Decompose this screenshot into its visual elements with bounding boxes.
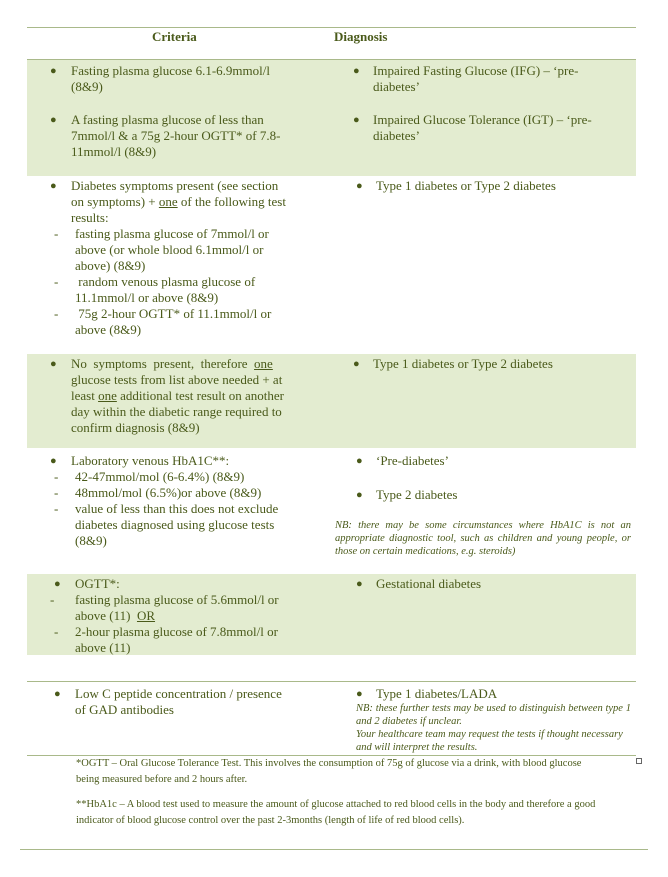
criteria-text: value of less than this does not exclude: [75, 501, 279, 516]
criteria-text: OGTT*:: [75, 576, 120, 591]
criteria-text: Fasting plasma glucose 6.1-6.9mmol/l: [71, 63, 270, 78]
dash-marker: -: [54, 306, 59, 321]
criteria-text: above (11) OR: [75, 608, 156, 623]
criteria-text: random venous plasma glucose of: [75, 274, 256, 289]
table-top-rule: [27, 27, 636, 28]
criteria-text: 42-47mmol/mol (6-6.4%) (8&9): [75, 469, 245, 484]
criteria-text: Diabetes symptoms present (see section: [71, 178, 279, 193]
page-bottom-rule: [20, 849, 648, 850]
criteria-text: day within the diabetic range required to: [71, 404, 282, 419]
bullet-icon: ●: [50, 65, 57, 77]
bullet-icon: ●: [54, 578, 61, 590]
criteria-text: (8&9): [71, 79, 103, 94]
criteria-text: of GAD antibodies: [75, 702, 174, 717]
criteria-text: results:: [71, 210, 109, 225]
diagnosis-text: Impaired Fasting Glucose (IFG) – ‘pre-: [373, 63, 579, 78]
criteria-text: 48mmol/mol (6.5%)or above (8&9): [75, 485, 262, 500]
diagnosis-header: Diagnosis: [334, 29, 388, 44]
footnote-hba1c: **HbA1c – A blood test used to measure the amount of glucose attached to red blood cells in the body and therefore a good indicator of blood glucose control over the past 2-3months (length of life of red blood cells).: [76, 799, 596, 826]
bullet-icon: ●: [50, 358, 57, 370]
criteria-text: Laboratory venous HbA1C**:: [71, 453, 230, 468]
bullet-icon: ●: [353, 114, 360, 126]
diagnosis-note: NB: there may be some circumstances where HbA1C is not an appropriate diagnostic tool, such as children and young people, or those on certain medications, e.g. steroids): [335, 520, 631, 557]
bullet-icon: ●: [356, 180, 363, 192]
criteria-text: above (or whole blood 6.1mmol/l or: [75, 242, 264, 257]
bullet-icon: ●: [356, 578, 363, 590]
diagnosis-text: diabetes’: [373, 79, 420, 94]
criteria-text: fasting plasma glucose of 7mmol/l or: [75, 226, 269, 241]
criteria-text: least one additional test result on another: [71, 388, 285, 403]
criteria-text: 75g 2-hour OGTT* of 11.1mmol/l or: [75, 306, 272, 321]
dash-marker: -: [50, 592, 55, 607]
dash-marker: -: [54, 624, 59, 639]
diagnosis-text: Type 1 diabetes or Type 2 diabetes: [376, 178, 556, 193]
criteria-text: confirm diagnosis (8&9): [71, 420, 200, 435]
dash-marker: -: [54, 485, 59, 500]
criteria-text: (8&9): [75, 533, 107, 548]
bullet-icon: ●: [50, 455, 57, 467]
cell-end-marker: [636, 758, 642, 764]
criteria-text: Low C peptide concentration / presence: [75, 686, 282, 701]
diagnosis-text: Impaired Glucose Tolerance (IGT) – ‘pre-: [373, 112, 592, 127]
diagnosis-text: Type 2 diabetes: [376, 487, 458, 502]
dash-marker: -: [54, 226, 59, 241]
criteria-text: on symptoms) + one of the following test: [71, 194, 286, 209]
criteria-text: glucose tests from list above needed + at: [71, 372, 283, 387]
bullet-icon: ●: [356, 489, 363, 501]
bullet-icon: ●: [353, 65, 360, 77]
diagnosis-note: NB: these further tests may be used to distinguish between type 1 and 2 diabetes if unclear.: [356, 703, 631, 727]
criteria-text: 2-hour plasma glucose of 7.8mmol/l or: [75, 624, 278, 639]
diagnosis-text: Type 1 diabetes or Type 2 diabetes: [373, 356, 553, 371]
footnote-ogtt: *OGTT – Oral Glucose Tolerance Test. This involves the consumption of 75g of glucose via a drink, with blood glucose being measured before and 2 hours after.: [76, 758, 582, 785]
bullet-icon: ●: [54, 688, 61, 700]
criteria-text: A fasting plasma glucose of less than: [71, 112, 264, 127]
bullet-icon: ●: [356, 455, 363, 467]
bullet-icon: ●: [50, 180, 57, 192]
dash-marker: -: [54, 469, 59, 484]
bullet-icon: ●: [356, 688, 363, 700]
diagnosis-text: Type 1 diabetes/LADA: [376, 686, 498, 701]
bullet-icon: ●: [353, 358, 360, 370]
dash-marker: -: [54, 274, 59, 289]
criteria-text: fasting plasma glucose of 5.6mmol/l or: [75, 592, 279, 607]
diagnosis-text: Gestational diabetes: [376, 576, 482, 591]
criteria-text: above (8&9): [75, 322, 142, 337]
dash-marker: -: [54, 501, 59, 516]
criteria-text: 7mmol/l & a 75g 2-hour OGTT* of 7.8-: [71, 128, 281, 143]
diagnosis-text: diabetes’: [373, 128, 420, 143]
criteria-header: Criteria: [152, 29, 197, 44]
bullet-icon: ●: [50, 114, 57, 126]
criteria-text: 11.1mmol/l or above (8&9): [75, 290, 219, 305]
criteria-text: diabetes diagnosed using glucose tests: [75, 517, 275, 532]
row6-top-rule: [27, 681, 636, 682]
criteria-text: above (11): [75, 640, 131, 655]
criteria-text: No symptoms present, therefore one: [71, 356, 273, 371]
criteria-text: above) (8&9): [75, 258, 146, 273]
criteria-text: 11mmol/l (8&9): [71, 144, 157, 159]
diagnosis-note: Your healthcare team may request the tests if thought necessary and will interpret the results.: [356, 729, 623, 753]
diagnosis-text: ‘Pre-diabetes’: [376, 453, 449, 468]
